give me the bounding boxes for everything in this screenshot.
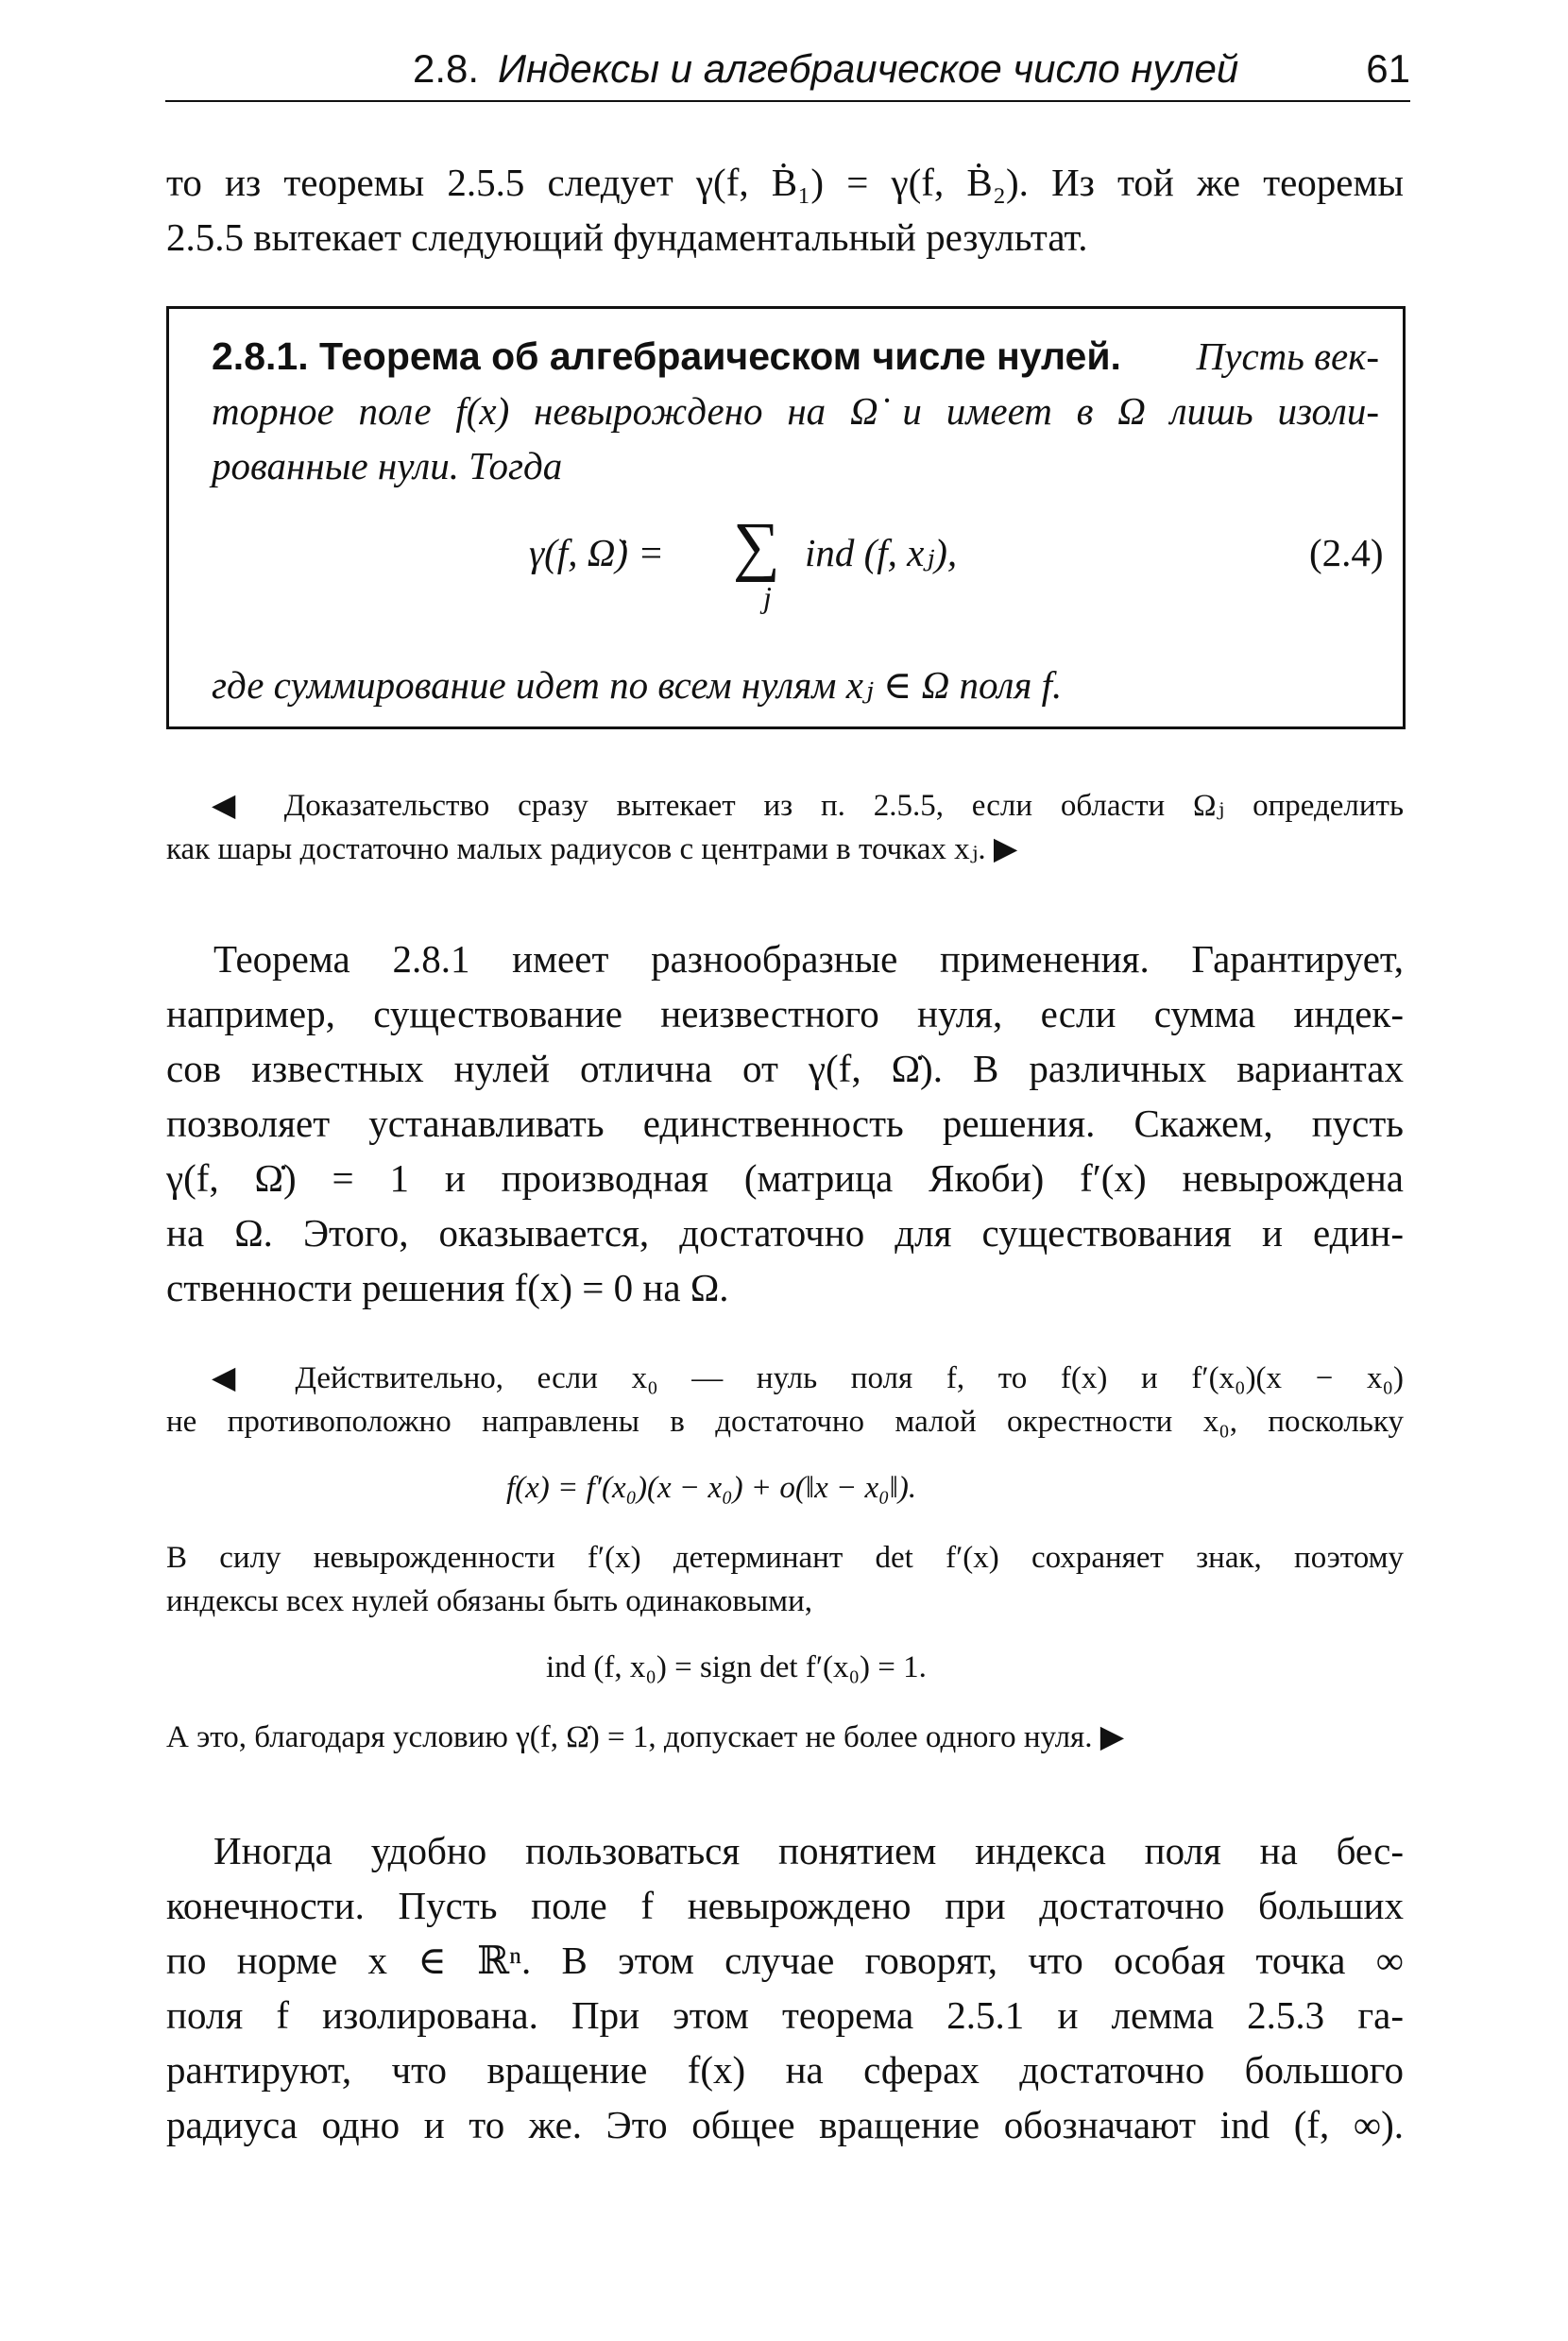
paragraph-line: ственности решения f(x) = 0 на Ω. (166, 1266, 729, 1309)
intro-line: 2.5.5 вытекает следующий фундаментальный результат. (166, 215, 1088, 259)
section-number: 2.8. (413, 46, 480, 91)
theorem-formula-left: γ(f, Ω̇) = (529, 531, 664, 574)
theorem-first-line (212, 329, 1379, 384)
paragraph-line: Теорема 2.8.1 имеет разнообразные применения. Гарантирует, (213, 937, 1404, 981)
paragraph-line: сов известных нулей отлична от γ(f, Ω̇). В различных вариантах (166, 1047, 1404, 1090)
paragraph-line: позволяет устанавливать единственность решения. Скажем, пусть (166, 1102, 1404, 1145)
paragraph-line: радиуса одно и то же. Это общее вращение обозначают ind (f, ∞). (166, 2103, 1404, 2146)
proof-formula: f(x) = f′(x₀)(x − x₀) + o(‖x − x₀‖). (506, 1471, 917, 1505)
theorem-text: где суммирование идет по всем нулям xⱼ ∈ Ω поля f. (212, 663, 1063, 707)
page-number: 61 (1366, 46, 1410, 91)
proof-text: В силу невырожденности f′(x) детерминант det f′(x) сохраняет знак, поэтому (166, 1541, 1404, 1575)
chapter-title: Индексы и алгебраическое число нулей (498, 46, 1239, 91)
proof-text: индексы всех нулей обязаны быть одинаковыми, (166, 1584, 812, 1618)
paragraph-line: рантируют, что вращение f(x) на сферах достаточно большого (166, 2048, 1404, 2092)
theorem-text: торное поле f(x) невырождено на Ω̇ и имеет в Ω лишь изоли- (212, 389, 1379, 433)
theorem-formula-right: ind (f, xⱼ), (805, 531, 958, 574)
paragraph-line: Иногда удобно пользоваться понятием индекса поля на бес- (213, 1829, 1404, 1872)
proof-text: не противоположно направлены в достаточно малой окрестности x₀, поскольку (166, 1405, 1404, 1439)
paragraph-line: γ(f, Ω̇) = 1 и производная (матрица Якоби) f′(x) невырождена (166, 1156, 1404, 1200)
proof-text: ◀ Действительно, если x₀ — нуль поля f, то f(x) и f′(x₀)(x − x₀) (212, 1361, 1404, 1395)
proof-text: А это, благодаря условию γ(f, Ω̇) = 1, допускает не более одного нуля. ▶ (166, 1720, 1125, 1754)
sum-symbol: ∑ (733, 510, 780, 583)
sum-index: j (763, 580, 772, 614)
paragraph-line: на Ω. Этого, оказывается, достаточно для существования и един- (166, 1211, 1404, 1255)
equation-number: (2.4) (1309, 531, 1384, 574)
theorem-text: рованные нули. Тогда (212, 444, 563, 487)
theorem-text: Пусть век- (1196, 334, 1379, 378)
paragraph-line: конечности. Пусть поле f невырождено при достаточно больших (166, 1884, 1404, 1927)
running-header (165, 38, 1410, 102)
paragraph-line: например, существование неизвестного нуля, если сумма индек- (166, 992, 1404, 1035)
proof-text: ◀ Доказательство сразу вытекает из п. 2.5.5, если области Ωⱼ определить (212, 789, 1404, 823)
proof-text: как шары достаточно малых радиусов с центрами в точках xⱼ. ▶ (166, 832, 1018, 866)
intro-line: то из теоремы 2.5.5 следует γ(f, Ḃ₁) = γ(f, Ḃ₂). Из той же теоремы (166, 161, 1404, 204)
paragraph-line: поля f изолирована. При этом теорема 2.5.1 и лемма 2.5.3 га- (166, 1993, 1404, 2037)
proof-formula: ind (f, x₀) = sign det f′(x₀) = 1. (546, 1650, 927, 1684)
paragraph-line: по норме x ∈ ℝⁿ. В этом случае говорят, что особая точка ∞ (166, 1939, 1404, 1982)
theorem-label: 2.8.1. Теорема об алгебраическом числе нулей. (212, 334, 1121, 378)
